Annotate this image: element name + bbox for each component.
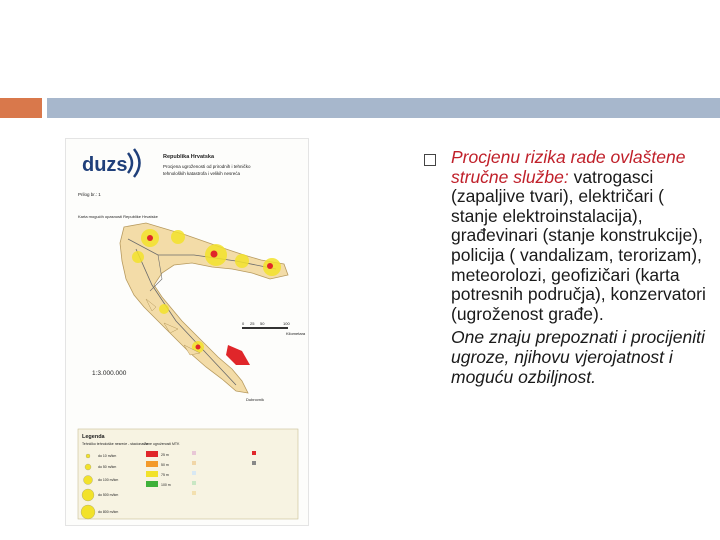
legend-item-0: do 10 m/km	[98, 454, 117, 458]
legend-zone-3: 100 m	[161, 483, 171, 487]
legend-item-1: do 50 m/km	[98, 465, 117, 469]
closing-text: One znaju prepoznati i procijeniti ugroze, njihovu vjerojatnost i moguću ozbiljnost.	[451, 327, 705, 387]
scale-tick-0: 0	[242, 321, 245, 326]
legend-item-3: do 500 m/km	[98, 493, 119, 497]
legend-item-4: do 800 m/km	[98, 510, 119, 514]
legend-title: Legenda	[82, 434, 105, 440]
scale-tick-1: 25	[250, 321, 255, 326]
legend-col1: Tehničko tehnološke nesreće - stacionarne	[82, 442, 149, 446]
legend-zone-0: 25 m	[161, 453, 169, 457]
map-scale: 1:3.000.000	[92, 370, 127, 377]
map-subtitle: Karta mogućih opasnosti Republike Hrvatske	[78, 214, 158, 219]
map-title-3: tehnoloških katastrofa i velikih nesreća	[163, 171, 241, 176]
body-text: vatrogasci (zapaljive tvari), električari ( stanje elektroinstalacija), građevinari (stanje konstrukcije), policija ( vandalizam, terorizam), meteorolozi, geofizičari (karta potresnih područja), konzervatori (ugroženost građe).	[451, 166, 706, 324]
map-prilog: Prilog br.: 1	[78, 192, 101, 197]
scale-unit: Kilometara	[286, 331, 306, 336]
map-title-1: Republika Hrvatska	[163, 154, 215, 160]
bullet-text	[451, 148, 709, 387]
legend-zone-1: 50 m	[161, 463, 169, 467]
legend-zone-2: 75 m	[161, 473, 169, 477]
map-logo: duzs	[82, 154, 128, 176]
hazard-map-image	[65, 138, 309, 526]
lead-italic: Procjenu rizika rade ovlaštene stručne službe:	[451, 147, 686, 187]
header-accent-bar	[0, 98, 42, 118]
map-title-2: Procjena ugroženosti od prirodnih i tehničko	[163, 164, 251, 169]
header-bar	[47, 98, 720, 118]
legend-col2: Zone ugroženosti MTK	[144, 442, 180, 446]
square-bullet-icon	[424, 154, 436, 166]
scale-tick-2: 50	[260, 321, 265, 326]
map-city-label: Dubrovnik	[246, 397, 265, 402]
legend-item-2: do 100 m/km	[98, 478, 119, 482]
scale-tick-3: 100	[283, 321, 290, 326]
